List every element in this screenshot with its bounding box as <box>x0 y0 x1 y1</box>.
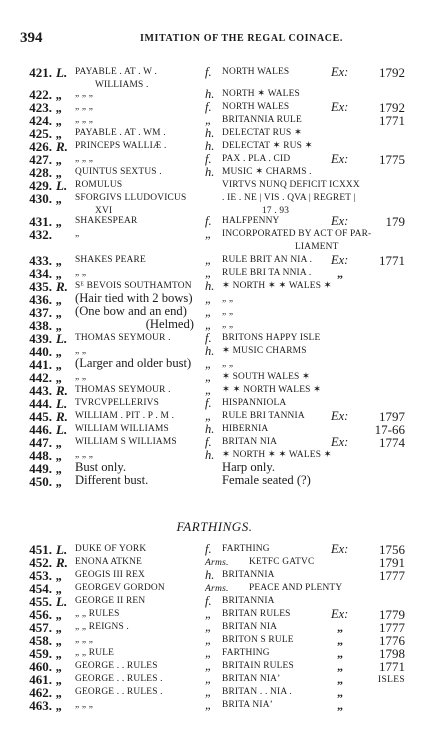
exergue-label: Ex: <box>331 435 349 449</box>
date-value: 1777 <box>379 620 405 635</box>
obverse-legend-cont: WILLIAMS . <box>95 80 149 90</box>
ditto-mark: „ <box>337 646 343 660</box>
reverse-legend: Female seated (?) <box>222 473 311 487</box>
metal-mark: „ <box>56 305 63 320</box>
obverse-legend: „ „ <box>75 372 87 382</box>
reverse-legend: VIRTVS NUNQ DEFICIT ICXXX <box>222 180 360 190</box>
edge-mark: h. <box>205 422 215 436</box>
metal-mark: „ <box>56 474 63 489</box>
metal-mark: L. <box>56 65 68 80</box>
reverse-legend: RULE BRI TA NNIA . <box>222 268 312 278</box>
reverse-legend: INCORPORATED BY ACT OF PAR- <box>222 229 372 239</box>
entry-number: 432. <box>29 227 52 242</box>
edge-mark: h. <box>205 126 215 140</box>
token-entry <box>0 114 429 127</box>
obverse-legend: „ „ „ <box>75 89 94 99</box>
obverse-legend: Sᴱ BEVOIS SOUTHAMTON <box>75 281 192 291</box>
metal-mark: „ <box>56 191 63 206</box>
token-entry <box>0 345 429 358</box>
entry-number: 428. <box>29 165 52 180</box>
entry-number: 440. <box>29 344 52 359</box>
exergue-label: Ex: <box>331 65 349 79</box>
entry-number: 427. <box>29 152 52 167</box>
reverse-legend-cont: LIAMENT <box>295 242 339 252</box>
entry-number: 449. <box>29 461 52 476</box>
reverse-legend: „ „ <box>222 359 234 369</box>
obverse-legend: (Hair tied with 2 bows) <box>75 291 193 305</box>
obverse-legend: SHAKESPEAR <box>75 216 138 226</box>
obverse-legend: TVRCVPELLERIVS <box>75 398 160 408</box>
edge-mark: „ <box>205 685 212 699</box>
token-entry <box>0 556 429 569</box>
obverse-legend: „ „ „ <box>75 154 94 164</box>
metal-mark: „ <box>56 620 63 635</box>
entry-number: 463. <box>29 698 52 713</box>
reverse-legend: BRITONS HAPPY ISLE <box>222 333 321 343</box>
metal-mark: „ <box>56 253 63 268</box>
metal-mark: „ <box>56 672 63 687</box>
entry-number: 423. <box>29 100 52 115</box>
obverse-legend: PRINCEPS WALLIÆ . <box>75 141 167 151</box>
exergue-label: Ex: <box>331 542 349 556</box>
edge-mark: „ <box>205 698 212 712</box>
entry-number: 453. <box>29 568 52 583</box>
entry-number: 436. <box>29 292 52 307</box>
reverse-legend: RULE BRIT AN NIA . <box>222 255 313 265</box>
reverse-legend: HALFPENNY <box>222 216 280 226</box>
metal-mark: „ <box>56 646 63 661</box>
metal-mark: R. <box>56 139 68 154</box>
edge-mark: „ <box>205 318 212 332</box>
token-entry <box>0 191 429 216</box>
running-title: IMITATION OF THE REGAL COINACE. <box>140 33 343 44</box>
token-entry <box>0 88 429 101</box>
obverse-legend: „ „ „ <box>75 115 94 125</box>
metal-mark: „ <box>56 87 63 102</box>
metal-mark: R. <box>56 409 68 424</box>
date-value: 17-66 <box>374 422 405 437</box>
token-entry <box>0 462 429 475</box>
token-entry <box>0 293 429 306</box>
edge-mark: f. <box>205 100 212 114</box>
entry-number: 459. <box>29 646 52 661</box>
ditto-mark: „ <box>337 698 343 712</box>
edge-mark: h. <box>205 344 215 358</box>
metal-mark: „ <box>56 461 63 476</box>
reverse-legend: „ „ <box>222 307 234 317</box>
date-value: 1797 <box>379 409 405 424</box>
metal-mark: „ <box>56 659 63 674</box>
token-entry <box>0 227 429 252</box>
edge-mark: „ <box>205 633 212 647</box>
obverse-legend: THOMAS SEYMOUR . <box>75 333 171 343</box>
metal-mark: „ <box>56 370 63 385</box>
entry-number: 450. <box>29 474 52 489</box>
obverse-legend: (Larger and older bust) <box>75 356 192 370</box>
ditto-mark: „ <box>337 633 343 647</box>
edge-mark: f. <box>205 396 212 410</box>
edge-mark: „ <box>205 113 212 127</box>
reverse-legend: HISPANNIOLA <box>222 398 287 408</box>
edge-mark: f. <box>205 65 212 79</box>
obverse-legend: PAYABLE . AT . WM . <box>75 128 166 138</box>
entry-number: 451. <box>29 542 52 557</box>
metal-mark: „ <box>56 344 63 359</box>
page-number: 394 <box>20 30 43 46</box>
date-value: 1779 <box>379 607 405 622</box>
token-entry <box>0 660 429 673</box>
reverse-legend: ✶ MUSIC CHARMS <box>222 346 307 356</box>
obverse-legend: GEORGEV GORDON <box>75 583 165 593</box>
obverse-legend: PAYABLE . AT . W . <box>75 67 158 77</box>
obverse-legend-cont: XVI <box>95 206 113 216</box>
obverse-legend: WILLIAM S WILLIAMS <box>75 437 177 447</box>
token-entry <box>0 65 429 90</box>
entry-number: 455. <box>29 594 52 609</box>
reverse-legend: MUSIC ✶ CHARMS . <box>222 167 312 177</box>
metal-mark: L. <box>56 542 68 557</box>
token-entry <box>0 673 429 686</box>
ditto-mark: „ <box>337 659 343 673</box>
metal-mark: „ <box>56 165 63 180</box>
entry-number: 458. <box>29 633 52 648</box>
token-entry <box>0 449 429 462</box>
token-entry <box>0 140 429 153</box>
edge-mark: f. <box>205 435 212 449</box>
edge-mark: f. <box>205 331 212 345</box>
date-value: 1756 <box>379 542 405 557</box>
reverse-legend: ✶ NORTH ✶ ✶ WALES ✶ <box>222 281 332 291</box>
edge-mark: „ <box>205 227 212 241</box>
entry-number: 424. <box>29 113 52 128</box>
metal-mark: „ <box>56 448 63 463</box>
entry-number: 461. <box>29 672 52 687</box>
token-entry <box>0 332 429 345</box>
edge-mark: „ <box>205 620 212 634</box>
token-entry <box>0 358 429 371</box>
metal-mark: L. <box>56 422 68 437</box>
entry-number: 433. <box>29 253 52 268</box>
exergue-label: Ex: <box>331 152 349 166</box>
obverse-legend: „ „ „ <box>75 102 94 112</box>
entry-number: 439. <box>29 331 52 346</box>
reverse-legend: BRITAN NIA <box>222 622 278 632</box>
entry-number: 447. <box>29 435 52 450</box>
entry-number: 462. <box>29 685 52 700</box>
metal-mark: L. <box>56 396 68 411</box>
entry-number: 431. <box>29 214 52 229</box>
entry-number: 438. <box>29 318 52 333</box>
date-value: 1771 <box>379 113 405 128</box>
obverse-legend: „ „ <box>75 268 87 278</box>
token-entry <box>0 423 429 436</box>
metal-mark: „ <box>56 685 63 700</box>
reverse-legend: BRITAN RULES <box>222 609 291 619</box>
token-entry <box>0 280 429 293</box>
obverse-legend: THOMAS SEYMOUR . <box>75 385 171 395</box>
entry-number: 437. <box>29 305 52 320</box>
reverse-legend: ✶ NORTH ✶ ✶ WALES ✶ <box>222 450 332 460</box>
obverse-legend: (Helmed) <box>145 317 194 331</box>
edge-mark: f. <box>205 214 212 228</box>
entry-number: 425. <box>29 126 52 141</box>
token-entry <box>0 634 429 647</box>
exergue-label: Ex: <box>331 607 349 621</box>
obverse-legend: GEORGE II REN <box>75 596 146 606</box>
entry-number: 434. <box>29 266 52 281</box>
reverse-legend: RULE BRI TANNIA <box>222 411 305 421</box>
ditto-mark: „ <box>337 672 343 686</box>
ditto-mark: „ <box>337 266 343 280</box>
reverse-legend: BRITON S RULE <box>222 635 294 645</box>
obverse-legend: ROMULUS <box>75 180 123 190</box>
date-value: 179 <box>385 214 405 229</box>
token-entry <box>0 595 429 608</box>
date-value: ISLES <box>377 675 405 685</box>
entry-number: 421. <box>29 65 52 80</box>
entry-number: 454. <box>29 581 52 596</box>
reverse-legend: FARTHING <box>222 648 270 658</box>
page-header <box>20 30 415 46</box>
reverse-legend: DELECTAT ✶ RUS ✶ <box>222 141 313 151</box>
metal-mark: „ <box>56 266 63 281</box>
token-entry <box>0 647 429 660</box>
edge-mark: „ <box>205 253 212 267</box>
obverse-legend: ENONA ATKNE <box>75 557 143 567</box>
reverse-legend: BRITAN NIA <box>222 437 278 447</box>
entry-number: 445. <box>29 409 52 424</box>
reverse-legend: BRITANNIA RULE <box>222 115 302 125</box>
edge-mark: „ <box>205 672 212 686</box>
date-value: 1798 <box>379 646 405 661</box>
reverse-legend: BRITAN NIAʼ <box>222 674 281 684</box>
entry-number: 442. <box>29 370 52 385</box>
ditto-mark: „ <box>337 685 343 699</box>
edge-mark: h. <box>205 279 215 293</box>
token-entry <box>0 475 429 488</box>
edge-mark: f. <box>205 152 212 166</box>
obverse-legend: SFORGIVS LLUDOVICUS <box>75 193 187 203</box>
metal-mark: „ <box>56 581 63 596</box>
reverse-legend: . IE . NE | VIS . QVA | REGRET | <box>222 193 356 203</box>
reverse-legend: ✶ ✶ NORTH WALES ✶ <box>222 385 322 395</box>
entry-number: 443. <box>29 383 52 398</box>
token-entry <box>0 153 429 166</box>
edge-mark: h. <box>205 139 215 153</box>
metal-mark: R. <box>56 555 68 570</box>
obverse-legend: DUKE OF YORK <box>75 544 147 554</box>
reverse-legend: HIBERNIA <box>222 424 269 434</box>
entry-number: 448. <box>29 448 52 463</box>
obverse-legend: „ <box>75 229 80 239</box>
obverse-legend: „ „ „ <box>75 635 94 645</box>
token-entry <box>0 686 429 699</box>
obverse-legend: GEORGE . . RULES <box>75 661 158 671</box>
edge-mark: h. <box>205 568 215 582</box>
obverse-legend: „ „ „ <box>75 700 94 710</box>
edge-mark: „ <box>205 357 212 371</box>
entry-number: 441. <box>29 357 52 372</box>
metal-mark: „ <box>56 357 63 372</box>
obverse-legend: GEOGIS III REX <box>75 570 145 580</box>
entry-number: 422. <box>29 87 52 102</box>
edge-mark: „ <box>205 292 212 306</box>
obverse-legend: WILLIAM . PIT . P . M . <box>75 411 175 421</box>
entry-number: 452. <box>29 555 52 570</box>
reverse-legend-cont: 17 . 93 <box>262 206 290 216</box>
date-value: 1791 <box>379 555 405 570</box>
metal-mark: L. <box>56 594 68 609</box>
metal-mark: „ <box>56 214 63 229</box>
reverse-legend: „ „ <box>222 294 234 304</box>
reverse-legend: ✶ SOUTH WALES ✶ <box>222 372 311 382</box>
metal-mark: „ <box>56 435 63 450</box>
metal-mark: „ <box>56 607 63 622</box>
metal-mark: „ <box>56 633 63 648</box>
entry-number: 429. <box>29 178 52 193</box>
entry-number: 426. <box>29 139 52 154</box>
obverse-legend: SHAKES PEARE <box>75 255 146 265</box>
exergue-label: Ex: <box>331 214 349 228</box>
metal-mark: „ <box>56 113 63 128</box>
obverse-legend: „ „ <box>75 346 87 356</box>
edge-mark: h. <box>205 87 215 101</box>
obverse-legend: „ „ „ <box>75 450 94 460</box>
obverse-legend: Different bust. <box>75 473 149 487</box>
token-entry <box>0 179 429 192</box>
reverse-legend: NORTH WALES <box>222 67 290 77</box>
date-value: 1774 <box>379 435 405 450</box>
token-entry <box>0 436 429 449</box>
token-entry <box>0 699 429 712</box>
token-entry <box>0 608 429 621</box>
edge-mark: h. <box>205 165 215 179</box>
obverse-legend: GEORGE . . RULES . <box>75 674 163 684</box>
obverse-legend: „ „ RULE <box>75 648 115 658</box>
obverse-legend: GEORGE . . RULES . <box>75 687 163 697</box>
reverse-type-label: Arms. <box>205 557 229 568</box>
reverse-legend: BRITAIN RULES <box>222 661 294 671</box>
obverse-legend: (One bow and an end) <box>75 304 187 318</box>
obverse-legend: QUINTUS SEXTUS . <box>75 167 162 177</box>
date-value: 1775 <box>379 152 405 167</box>
token-entry <box>0 101 429 114</box>
date-value: 1771 <box>379 659 405 674</box>
reverse-legend: KETFC GATVC <box>249 557 315 567</box>
reverse-type-label: Arms. <box>205 583 229 594</box>
metal-mark: „ <box>56 568 63 583</box>
edge-mark: „ <box>205 266 212 280</box>
reverse-legend: Harp only. <box>222 460 276 474</box>
date-value: 1771 <box>379 253 405 268</box>
metal-mark: „ <box>56 292 63 307</box>
entry-number: 430. <box>29 191 52 206</box>
edge-mark: „ <box>205 646 212 660</box>
reverse-legend: PAX . PLA . CID <box>222 154 291 164</box>
date-value: 1792 <box>379 65 405 80</box>
entry-number: 435. <box>29 279 52 294</box>
metal-mark: „ <box>56 152 63 167</box>
metal-mark: R. <box>56 279 68 294</box>
date-value: 1792 <box>379 100 405 115</box>
exergue-label: Ex: <box>331 100 349 114</box>
metal-mark: „ <box>56 318 63 333</box>
entry-number: 460. <box>29 659 52 674</box>
section-title-farthings: FARTHINGS. <box>176 519 253 534</box>
edge-mark: „ <box>205 383 212 397</box>
date-value: 1776 <box>379 633 405 648</box>
obverse-legend: „ „ RULES <box>75 609 120 619</box>
entry-number: 457. <box>29 620 52 635</box>
reverse-legend: „ „ <box>222 320 234 330</box>
token-entry <box>0 621 429 634</box>
reverse-legend: BRITANNIA <box>222 570 275 580</box>
reverse-legend: FARTHING <box>222 544 270 554</box>
obverse-legend: Bust only. <box>75 460 126 474</box>
edge-mark: f. <box>205 594 212 608</box>
reverse-legend: BRITAN . . NIA . <box>222 687 292 697</box>
reverse-legend: NORTH ✶ WALES <box>222 89 300 99</box>
metal-mark: L. <box>56 178 68 193</box>
entry-number: 456. <box>29 607 52 622</box>
reverse-legend: NORTH WALES <box>222 102 290 112</box>
edge-mark: h. <box>205 448 215 462</box>
edge-mark: f. <box>205 542 212 556</box>
ditto-mark: „ <box>337 620 343 634</box>
token-entry <box>0 569 429 582</box>
edge-mark: „ <box>205 409 212 423</box>
obverse-legend: „ „ REIGNS . <box>75 622 129 632</box>
reverse-legend: DELECTAT RUS ✶ <box>222 128 303 138</box>
entry-number: 444. <box>29 396 52 411</box>
entry-number: 446. <box>29 422 52 437</box>
reverse-legend: PEACE AND PLENTY <box>249 583 343 593</box>
edge-mark: „ <box>205 659 212 673</box>
date-value: 1777 <box>379 568 405 583</box>
edge-mark: „ <box>205 607 212 621</box>
metal-mark: L. <box>56 331 68 346</box>
metal-mark: „ <box>56 698 63 713</box>
reverse-legend: BRITANNIA <box>222 596 275 606</box>
metal-mark: R. <box>56 383 68 398</box>
metal-mark: „ <box>56 126 63 141</box>
edge-mark: „ <box>205 305 212 319</box>
edge-mark: „ <box>205 370 212 384</box>
exergue-label: Ex: <box>331 409 349 423</box>
token-entry <box>0 306 429 319</box>
token-entry <box>0 254 429 267</box>
reverse-legend: BRITA NIAʼ <box>222 700 273 710</box>
obverse-legend: WILLIAM WILLIAMS <box>75 424 169 434</box>
exergue-label: Ex: <box>331 253 349 267</box>
metal-mark: „ <box>56 100 63 115</box>
token-entry <box>0 215 429 228</box>
